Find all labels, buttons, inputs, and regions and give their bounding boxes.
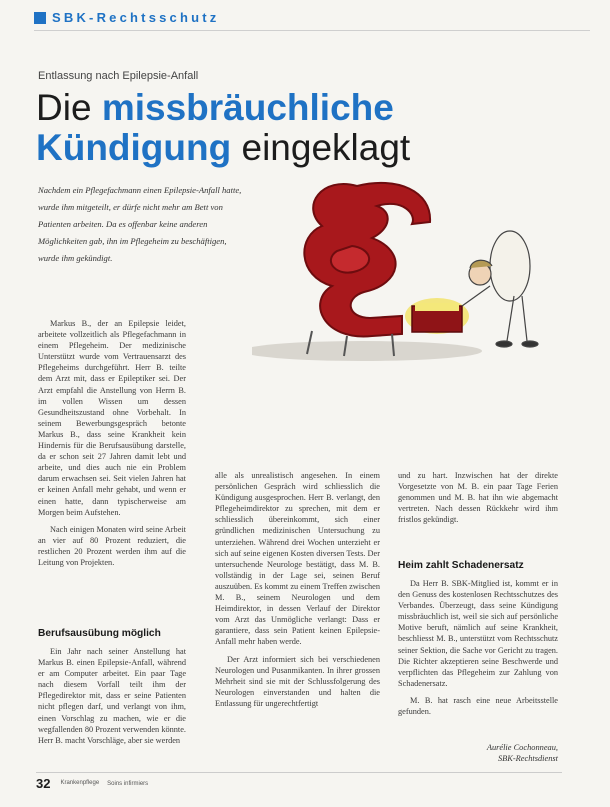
- author-org: SBK-Rechtsdienst: [497, 754, 558, 763]
- page-number: 32: [36, 776, 51, 791]
- paragraph: Nach einigen Monaten wird seine Arbeit an vier auf 80 Prozent reduziert, die restlichen 20 Prozent werden ihm auf die Leitung von Projekten.: [38, 524, 186, 567]
- section-square-icon: [34, 12, 46, 24]
- paragraph: Markus B., der an Epilepsie leidet, arbeitete vollzeitlich als Pflegefachmann in einem Pflegeheim. Der medizinische Unterstützt wurde vom Vertrauensarzt des Pflegeheims durchgeführt. Herr B. teilte dem Arzt mit, dass er Epileptiker sei. Der Arzt empfahl die Anstellung von Herrn B. im vollen Wissen um dessen Gesundheitszustand ohne Vorbehalt. In seinem Bewerbungsgespräch betonte Markus B., dass seine Krankheit kein Hindernis für die Berufsausübung darstelle, da er schon seit 27 Jahren damit lebt und arbeite, und dies auch nie ein Problem darum erwachsen sei. Seit vielen Jahren hat er keinen Anfall mehr gehabt, und wenn er einen hatte, dann typischerweise am Morgen beim Aufstehen.: [38, 319, 186, 517]
- article-headline: [36, 88, 456, 168]
- headline-part2: missbräuchliche: [101, 87, 394, 128]
- article-column-1b: [38, 646, 186, 752]
- article-kicker: Entlassung nach Epilepsie-Anfall: [38, 70, 199, 82]
- paragraph-sign-illustration: [252, 166, 542, 366]
- headline-part3: Kündigung: [36, 127, 232, 168]
- article-column-2: [215, 470, 380, 715]
- subheading-berufsausuebung: Berufsausübung möglich: [38, 628, 161, 639]
- magazine-name: Krankenpflege: [60, 780, 100, 786]
- headline-part1: Die: [36, 87, 102, 128]
- subheading-schadenersatz: Heim zahlt Schadenersatz: [398, 560, 524, 571]
- article-intro: Nachdem ein Pflegefachmann einen Epilepsie-Anfall hatte, wurde ihm mitgeteilt, er dürfe nicht mehr am Bett von Patienten arbeiten. Da es offenbar keine anderen Möglichkeiten gab, ihn im Pflegeheim zu beschäftigen, wurde ihm gekündigt.: [38, 185, 242, 263]
- article-column-3b: [398, 578, 558, 723]
- page-footer: [36, 776, 148, 791]
- header-divider: [34, 30, 590, 31]
- paragraph: und zu hart. Inzwischen hat der direkte Vorgesetzte von M. B. ein paar Tage Ferien genommen und M. B. hat ihn wie abgemacht vertreten. Nach dessen Rückkehr wird ihm fristlos gekündigt.: [398, 471, 558, 525]
- paragraph: Da Herr B. SBK-Mitglied ist, kommt er in den Genuss des kostenlosen Rechtsschutzes des Verbandes. Überzeugt, dass seine Kündigung missbräuchlich ist, weil sie sich auf persönliche Motive beruft, nämlich auf seine Krankheit, beschliesst M. B., unterstützt vom Rechtsschutz seiner Sektion, die Sache vor Gericht zu tragen. Die Richter akzeptieren seine Beschwerde und verpflichten das Pflegeheim zur Zahlung von Schadenersatz.: [398, 579, 558, 688]
- footer-divider: [36, 772, 562, 773]
- article-column-3: [398, 470, 558, 531]
- author-name: Aurélie Cochonneau,: [486, 743, 558, 752]
- magazine-issue: Soins infirmiers: [107, 780, 149, 787]
- section-title: SBK-Rechtsschutz: [52, 10, 220, 25]
- paragraph: Ein Jahr nach seiner Anstellung hat Markus B. einen Epilepsie-Anfall, während er am Computer arbeitet. Ein paar Tage nach diesem Vorfall teilt ihm der Pflegedirektor mit, dass er seine Patienten nicht pflegen darf, und verlangt von ihm, einen Vorschlag zu machen, wie er die wegfallenden 80 Prozent verwenden könnte. Herr B. macht Vorschläge, aber sie werden: [38, 647, 186, 745]
- article-column-1: [38, 318, 186, 574]
- paragraph: M. B. hat rasch eine neue Arbeitsstelle gefunden.: [398, 695, 558, 717]
- section-header: [34, 10, 220, 25]
- paragraph: Der Arzt informiert sich bei verschiedenen Neurologen und Pusanmikanten. In ihrer grossen Mehrheit sind sie mit der Schlussfolgerung des Neurologen einverstanden und halten die Entlassung für ungerechtfertigt: [215, 654, 380, 708]
- author-credit: [398, 742, 558, 764]
- headline-part4: eingeklagt: [231, 127, 411, 168]
- paragraph: alle als unrealistisch angesehen. In einem persönlichen Gespräch wird schliesslich die Kündigung ausgesprochen. Herr B. verlangt, den Pflegeheimdirektor zu sprechen, mit dem er schliesslich übereinkommt, sich einer gründlichen medizinischen Untersuchung zu unterziehen. Während drei Wochen unterzieht er sich auf seine eigenen Kosten diversen Tests. Der untersuchende Neurologe bestätigt, dass M. B. vollständig in der Lage sei, seinen Beruf auszuüben. Es kommt zu einem Treffen zwischen M. B., seinem Neurologen und dem Heimdirektor, in dessen Verlauf der Direktor vom Arzt das Unmögliche verlangt: Dass er garantiere, dass sein Patient keinen Epilepsie-Anfall mehr haben werde.: [215, 471, 380, 647]
